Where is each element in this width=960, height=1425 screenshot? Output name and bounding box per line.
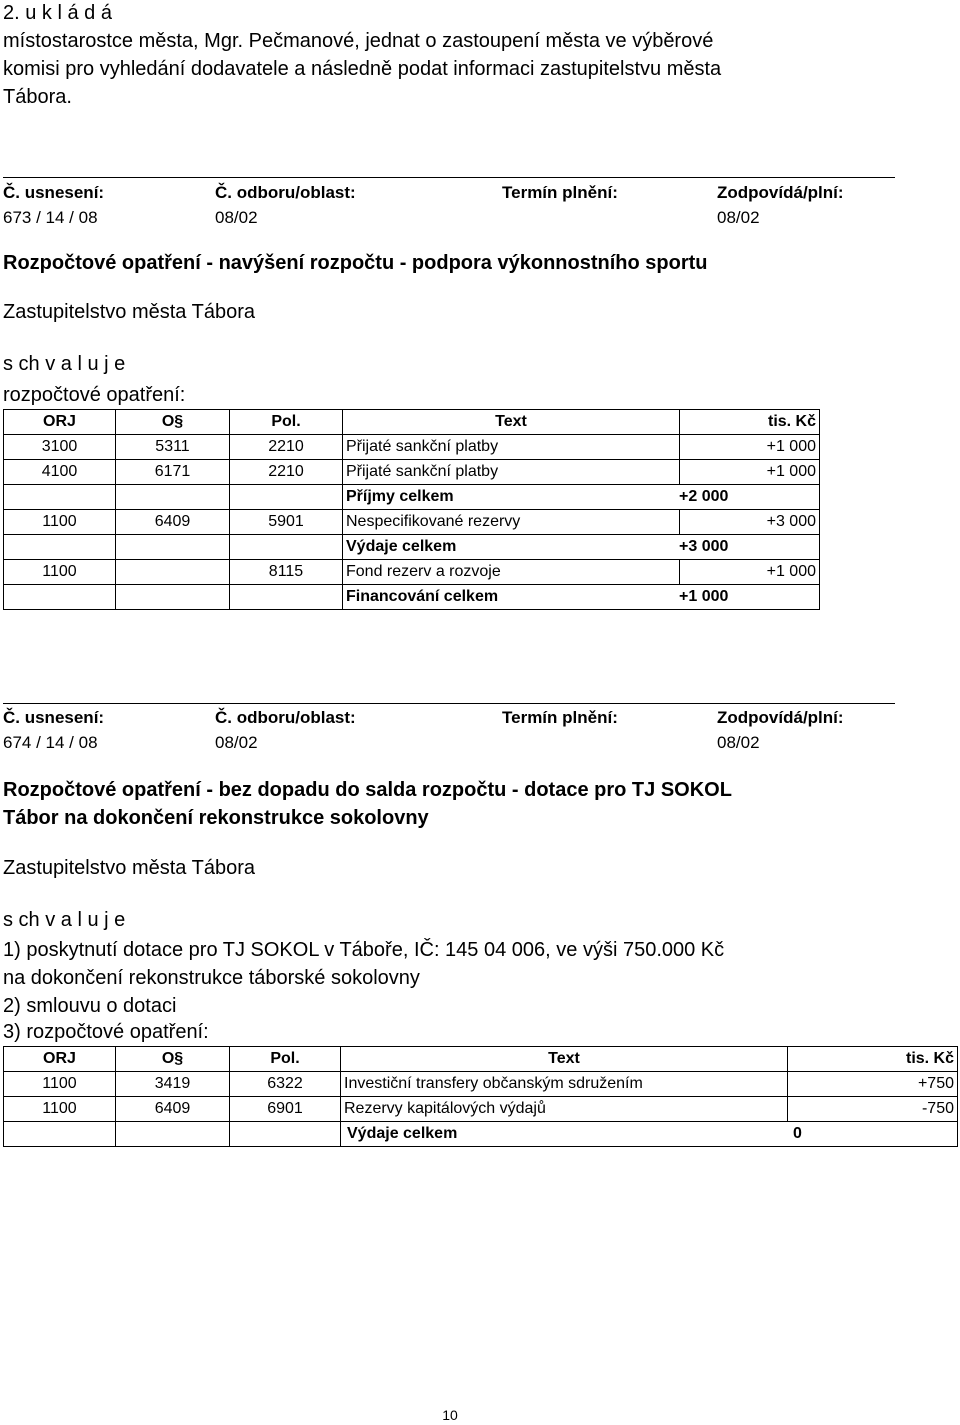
resolution-title: Rozpočtové opatření - navýšení rozpočtu - podpora výkonnostního sportu <box>3 252 708 274</box>
cell-amount: +3 000 <box>680 510 820 535</box>
cell-pol: 2210 <box>230 460 343 485</box>
cell-pol: 6322 <box>230 1072 341 1097</box>
table-row <box>4 560 820 585</box>
sum-cell <box>343 585 820 610</box>
cell-amount: +1 000 <box>680 435 820 460</box>
resolution-verb: s ch v a l u j e <box>3 353 126 375</box>
cell-paragraph <box>116 560 230 585</box>
page-number: 10 <box>442 1407 458 1423</box>
cell-paragraph: 6409 <box>116 510 230 535</box>
intro-line: místostarostce města, Mgr. Pečmanové, jednat o zastoupení města ve výběrové <box>3 30 714 52</box>
responsible-value: 08/02 <box>717 208 760 227</box>
cell-orj: 1100 <box>4 1072 116 1097</box>
cell-pol: 5901 <box>230 510 343 535</box>
cell-text: Fond rezerv a rozvoje <box>343 560 680 585</box>
sum-cell <box>343 485 820 510</box>
point-2: 2) smlouvu o dotaci <box>3 995 177 1017</box>
col-amount: tis. Kč <box>680 410 820 435</box>
table-sum-row <box>4 1122 958 1147</box>
resolution-header <box>0 183 900 203</box>
label-resolution-no: Č. usnesení: <box>3 183 105 202</box>
sum-amount: +2 000 <box>679 488 729 505</box>
table-sum-row <box>4 485 820 510</box>
cell-text: Rezervy kapitálových výdajů <box>341 1097 788 1122</box>
resolution-title: Tábor na dokončení rekonstrukce sokolovny <box>3 807 429 829</box>
cell-paragraph: 6171 <box>116 460 230 485</box>
cell-text: Přijaté sankční platby <box>343 435 680 460</box>
resolution-header <box>0 708 900 728</box>
cell-orj: 1100 <box>4 560 116 585</box>
cell-amount: -750 <box>788 1097 958 1122</box>
resolution-title: Rozpočtové opatření - bez dopadu do salda rozpočtu - dotace pro TJ SOKOL <box>3 779 732 801</box>
cell-orj: 1100 <box>4 510 116 535</box>
label-deadline: Termín plnění: <box>502 183 618 202</box>
cell-paragraph: 6409 <box>116 1097 230 1122</box>
table-row <box>4 1072 958 1097</box>
sum-amount: +1 000 <box>679 588 729 605</box>
dept-value: 08/02 <box>215 208 258 227</box>
table-row <box>4 435 820 460</box>
cell-pol: 2210 <box>230 435 343 460</box>
sum-amount: 0 <box>793 1125 802 1142</box>
section-divider <box>3 703 895 704</box>
sum-label: Příjmy celkem <box>346 488 454 505</box>
cell-orj: 1100 <box>4 1097 116 1122</box>
sum-label: Výdaje celkem <box>347 1125 458 1142</box>
col-paragraph: O§ <box>116 410 230 435</box>
table-sum-row <box>4 585 820 610</box>
council-name: Zastupitelstvo města Tábora <box>3 857 255 879</box>
sum-amount: +3 000 <box>679 538 729 555</box>
table-row <box>4 1097 958 1122</box>
col-paragraph: O§ <box>116 1047 230 1072</box>
resolution-number: 673 / 14 / 08 <box>3 208 98 227</box>
label-deadline: Termín plnění: <box>502 708 618 727</box>
cell-paragraph: 5311 <box>116 435 230 460</box>
cell-paragraph: 3419 <box>116 1072 230 1097</box>
label-dept: Č. odboru/oblast: <box>215 708 356 727</box>
cell-pol: 8115 <box>230 560 343 585</box>
col-amount: tis. Kč <box>788 1047 958 1072</box>
resolution-values <box>0 208 900 228</box>
col-text: Text <box>341 1047 788 1072</box>
council-name: Zastupitelstvo města Tábora <box>3 301 255 323</box>
cell-orj: 3100 <box>4 435 116 460</box>
label-responsible: Zodpovídá/plní: <box>717 708 844 727</box>
table-row <box>4 460 820 485</box>
table-sum-row <box>4 535 820 560</box>
col-orj: ORJ <box>4 410 116 435</box>
cell-amount: +1 000 <box>680 560 820 585</box>
budget-measure-label: rozpočtové opatření: <box>3 384 186 406</box>
sum-cell <box>343 535 820 560</box>
cell-pol: 6901 <box>230 1097 341 1122</box>
sum-label: Výdaje celkem <box>346 538 457 555</box>
budget-table-674 <box>3 1046 958 1147</box>
col-pol: Pol. <box>230 410 343 435</box>
cell-amount: +750 <box>788 1072 958 1097</box>
label-dept: Č. odboru/oblast: <box>215 183 356 202</box>
section-divider <box>3 177 895 178</box>
table-header-row <box>4 410 820 435</box>
cell-amount: +1 000 <box>680 460 820 485</box>
sum-cell <box>341 1122 958 1147</box>
point-1-cont: na dokončení rekonstrukce táborské sokolovny <box>3 967 420 989</box>
resolution-number: 674 / 14 / 08 <box>3 733 98 752</box>
intro-line: komisi pro vyhledání dodavatele a následně podat informaci zastupitelstvu města <box>3 58 722 80</box>
intro-line: Tábora. <box>3 86 72 108</box>
table-header-row <box>4 1047 958 1072</box>
responsible-value: 08/02 <box>717 733 760 752</box>
col-text: Text <box>343 410 680 435</box>
col-pol: Pol. <box>230 1047 341 1072</box>
point-1: 1) poskytnutí dotace pro TJ SOKOL v Táboře, IČ: 145 04 006, ve výši 750.000 Kč <box>3 939 725 961</box>
sum-label: Financování celkem <box>346 588 499 605</box>
cell-orj: 4100 <box>4 460 116 485</box>
cell-text: Investiční transfery občanským sdružením <box>341 1072 788 1097</box>
dept-value: 08/02 <box>215 733 258 752</box>
item-ukläda: 2. u k l á d á <box>3 2 112 24</box>
label-responsible: Zodpovídá/plní: <box>717 183 844 202</box>
resolution-values <box>0 733 900 753</box>
budget-table-673 <box>3 409 820 610</box>
cell-text: Přijaté sankční platby <box>343 460 680 485</box>
resolution-verb: s ch v a l u j e <box>3 909 126 931</box>
col-orj: ORJ <box>4 1047 116 1072</box>
label-resolution-no: Č. usnesení: <box>3 708 105 727</box>
point-3: 3) rozpočtové opatření: <box>3 1021 209 1043</box>
cell-text: Nespecifikované rezervy <box>343 510 680 535</box>
table-row <box>4 510 820 535</box>
